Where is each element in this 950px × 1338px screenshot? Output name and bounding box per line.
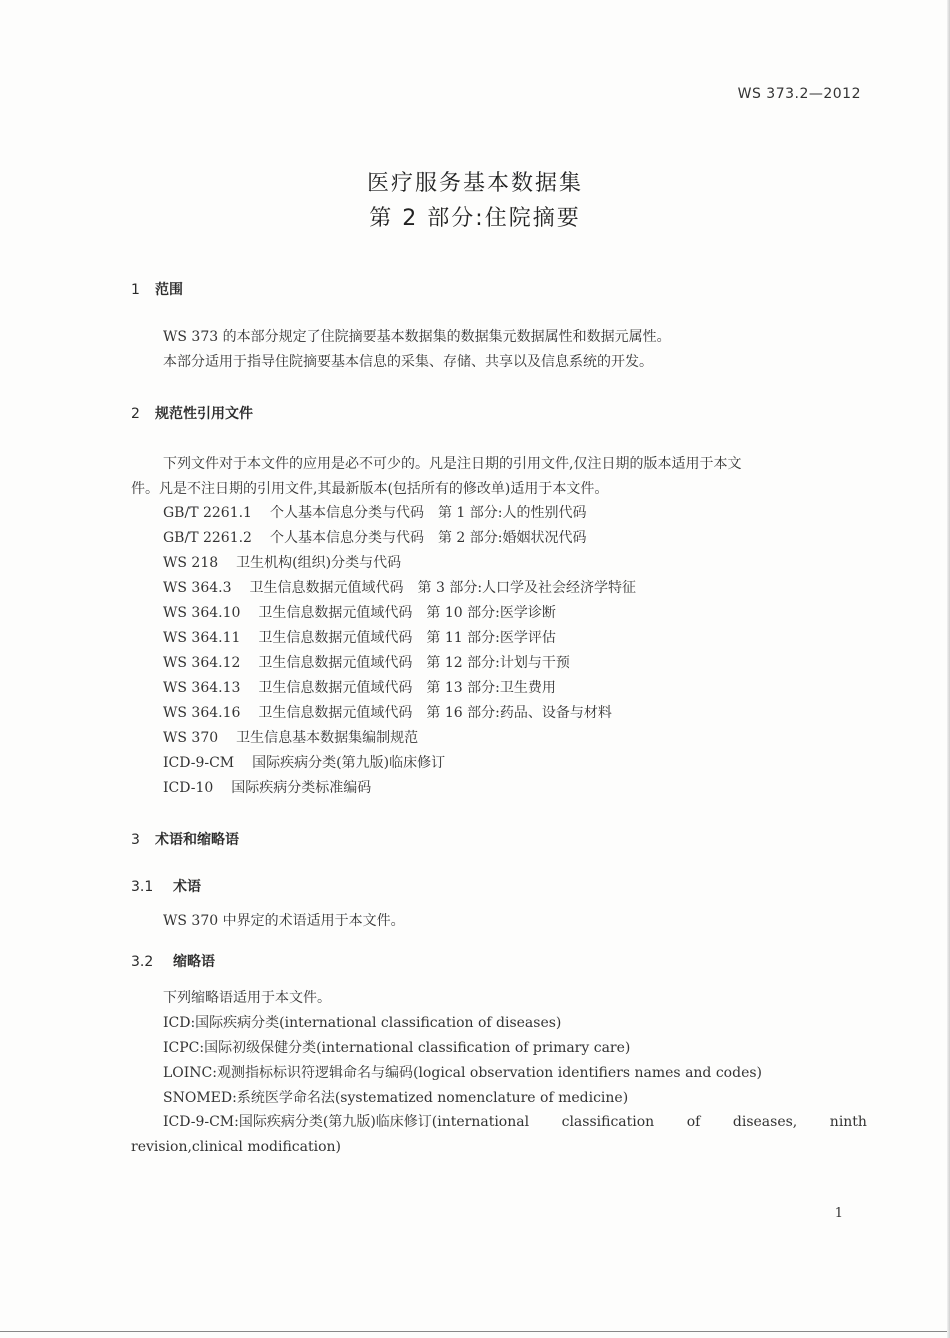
reference-item [163, 504, 587, 522]
section-title: 规范性引用文件 [155, 406, 253, 422]
reference-code: ICD-10 [163, 780, 214, 796]
reference-item [163, 529, 587, 547]
reference-code: WS 218 [163, 555, 219, 571]
text-fragment: ninth [829, 1114, 867, 1130]
page-bottom-rule [0, 1331, 950, 1332]
reference-code: GB/T 2261.1 [163, 505, 252, 521]
section-title: 缩略语 [173, 954, 215, 970]
reference-title: 国际疾病分类标准编码 [231, 780, 372, 796]
section-title: 术语和缩略语 [155, 832, 239, 848]
page-number: 1 [834, 1206, 843, 1221]
subsection-3-2-heading [131, 951, 215, 971]
section-title: 范围 [155, 282, 183, 298]
reference-item [163, 729, 418, 747]
document-subtitle: 第 2 部分:住院摘要 [369, 206, 581, 231]
reference-code: WS 364.11 [163, 630, 241, 646]
reference-code: WS 370 [163, 730, 219, 746]
reference-title: 卫生机构(组织)分类与代码 [236, 555, 402, 571]
reference-item [163, 779, 371, 797]
reference-title: 国际疾病分类(第九版)临床修订 [252, 755, 446, 771]
text-fragment: of [686, 1114, 701, 1130]
paragraph: 下列缩略语适用于本文件。 [163, 990, 331, 1006]
reference-title: 卫生信息数据元值域代码 第 12 部分:计划与干预 [258, 655, 570, 671]
reference-title: 个人基本信息分类与代码 第 2 部分:婚姻状况代码 [269, 530, 587, 546]
reference-code: WS 364.10 [163, 605, 241, 621]
reference-title: 卫生信息数据元值域代码 第 16 部分:药品、设备与材料 [258, 705, 612, 721]
text-fragment: classification [561, 1114, 655, 1130]
document-title: 医疗服务基本数据集 [366, 171, 583, 196]
reference-title: 卫生信息数据元值域代码 第 11 部分:医学评估 [258, 630, 556, 646]
abbreviation-item: SNOMED:系统医学命名法(systematized nomenclature of medicine) [163, 1090, 629, 1106]
reference-code: WS 364.12 [163, 655, 241, 671]
subsection-3-1-heading [131, 876, 201, 896]
paragraph: 本部分适用于指导住院摘要基本信息的采集、存储、共享以及信息系统的开发。 [163, 354, 653, 370]
section-number: 3.1 [131, 879, 154, 895]
reference-item [163, 629, 556, 647]
reference-title: 卫生信息数据元值域代码 第 13 部分:卫生费用 [258, 680, 556, 696]
reference-item [163, 704, 612, 722]
paragraph: WS 373 的本部分规定了住院摘要基本数据集的数据集元数据属性和数据元属性。 [163, 329, 671, 345]
reference-title: 卫生信息数据元值域代码 第 3 部分:人口学及社会经济学特征 [249, 580, 637, 596]
reference-item [163, 604, 556, 622]
section-3-heading [131, 829, 239, 849]
text-fragment: diseases, [732, 1114, 798, 1130]
section-2-heading [131, 403, 253, 423]
section-title: 术语 [173, 879, 201, 895]
paragraph: 下列文件对于本文件的应用是必不可少的。凡是注日期的引用文件,仅注日期的版本适用于本文 [163, 456, 742, 472]
reference-code: WS 364.13 [163, 680, 241, 696]
abbreviation-item: ICD:国际疾病分类(international classification of diseases) [163, 1015, 562, 1031]
reference-item [163, 679, 556, 697]
reference-code: GB/T 2261.2 [163, 530, 252, 546]
section-number: 3.2 [131, 954, 154, 970]
abbreviation-item [163, 1113, 867, 1131]
reference-item [163, 579, 636, 597]
abbreviation-item: ICPC:国际初级保健分类(international classification of primary care) [163, 1040, 631, 1056]
reference-code: WS 364.3 [163, 580, 232, 596]
paragraph: 件。凡是不注日期的引用文件,其最新版本(包括所有的修改单)适用于本文件。 [131, 481, 609, 497]
reference-item [163, 654, 570, 672]
reference-item [163, 554, 401, 572]
reference-title: 卫生信息数据元值域代码 第 10 部分:医学诊断 [258, 605, 556, 621]
section-number: 2 [131, 406, 140, 422]
reference-item [163, 754, 445, 772]
text-fragment: ICD-9-CM:国际疾病分类(第九版)临床修订(international [163, 1114, 530, 1130]
section-number: 3 [131, 832, 140, 848]
reference-title: 卫生信息基本数据集编制规范 [236, 730, 419, 746]
paragraph: WS 370 中界定的术语适用于本文件。 [163, 913, 405, 929]
reference-title: 个人基本信息分类与代码 第 1 部分:人的性别代码 [269, 505, 587, 521]
reference-code: WS 364.16 [163, 705, 241, 721]
section-number: 1 [131, 282, 140, 298]
section-1-heading [131, 279, 183, 299]
reference-code: ICD-9-CM [163, 755, 235, 771]
abbreviation-item: LOINC:观测指标标识符逻辑命名与编码(logical observation identifiers names and codes) [163, 1065, 763, 1081]
paragraph: revision,clinical modification) [131, 1139, 342, 1155]
standard-code: WS 373.2—2012 [737, 86, 861, 102]
